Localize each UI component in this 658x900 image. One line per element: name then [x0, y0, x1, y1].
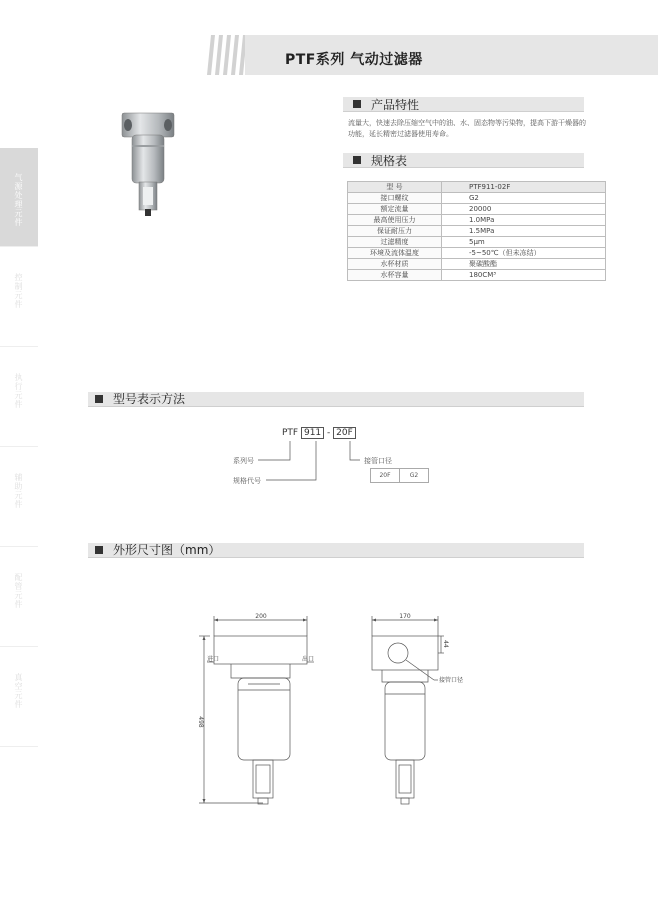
dim-width-front: 200 [255, 613, 267, 620]
sidebar-tab-actuator[interactable]: 执行元件 [0, 348, 38, 447]
inlet-label: 进口 [207, 656, 220, 663]
table-row: 保证耐压力 1.5MPa [348, 226, 606, 237]
header-stripes [205, 35, 250, 75]
features-text: 流量大，快速去除压缩空气中的油、水、固态物等污染物，提高下游干燥器的功能，延长精密过滤器使用寿命。 [348, 119, 586, 138]
model-prefix: PTF [282, 428, 299, 438]
port-size-table: 20F G2 [370, 468, 429, 483]
section-bullet [95, 546, 103, 554]
sidebar-tab-piping[interactable]: 配管元件 [0, 548, 38, 647]
table-row: 接口螺纹 G2 [348, 193, 606, 204]
port-note: 接管口径 [439, 677, 464, 684]
dim-width-side: 170 [399, 613, 411, 620]
features-title: 产品特性 [371, 98, 420, 112]
sidebar-tab-auxiliary[interactable]: 辅助元件 [0, 448, 38, 547]
sidebar-tab-control[interactable]: 控制元件 [0, 248, 38, 347]
model-spec-code: 911 [301, 427, 324, 439]
model-dash: - [327, 428, 331, 438]
front-view-drawing [195, 610, 330, 815]
side-view-drawing [360, 610, 480, 815]
model-code-title: 型号表示方法 [113, 392, 186, 406]
port-size-label: 接管口径 [364, 457, 392, 465]
spec-title: 规格表 [371, 154, 408, 168]
table-row: 水杯容量 180CM³ [348, 270, 606, 281]
table-row: 水杯材质 聚碳酸酯 [348, 259, 606, 270]
page-title: PTF系列 气动过滤器 [285, 52, 423, 68]
model-port-code: 20F [333, 427, 356, 439]
table-row: 型 号 PTF911-02F [348, 182, 606, 193]
sidebar-tab-vacuum[interactable]: 真空元件 [0, 648, 38, 747]
table-row: 最高使用压力 1.0MPa [348, 215, 606, 226]
section-bullet [95, 395, 103, 403]
product-photo [118, 105, 178, 220]
sidebar-tab-air-treatment[interactable]: 气源处理元件 [0, 148, 38, 247]
spec-table [347, 181, 606, 281]
section-bullet [353, 100, 361, 108]
table-row: 过滤精度 5μm [348, 237, 606, 248]
dim-offset: 44 [442, 640, 449, 648]
outlet-label: 出口 [302, 656, 315, 663]
series-label: 系列号 [233, 457, 254, 465]
dims-title: 外形尺寸图（mm） [113, 543, 221, 557]
section-bullet [353, 156, 361, 164]
spec-code-label: 规格代号 [233, 477, 261, 485]
table-row: 环境及流体温度 -5~50℃（但未冻结） [348, 248, 606, 259]
table-row: 额定流量 20000 [348, 204, 606, 215]
dim-height: 498 [197, 716, 204, 728]
